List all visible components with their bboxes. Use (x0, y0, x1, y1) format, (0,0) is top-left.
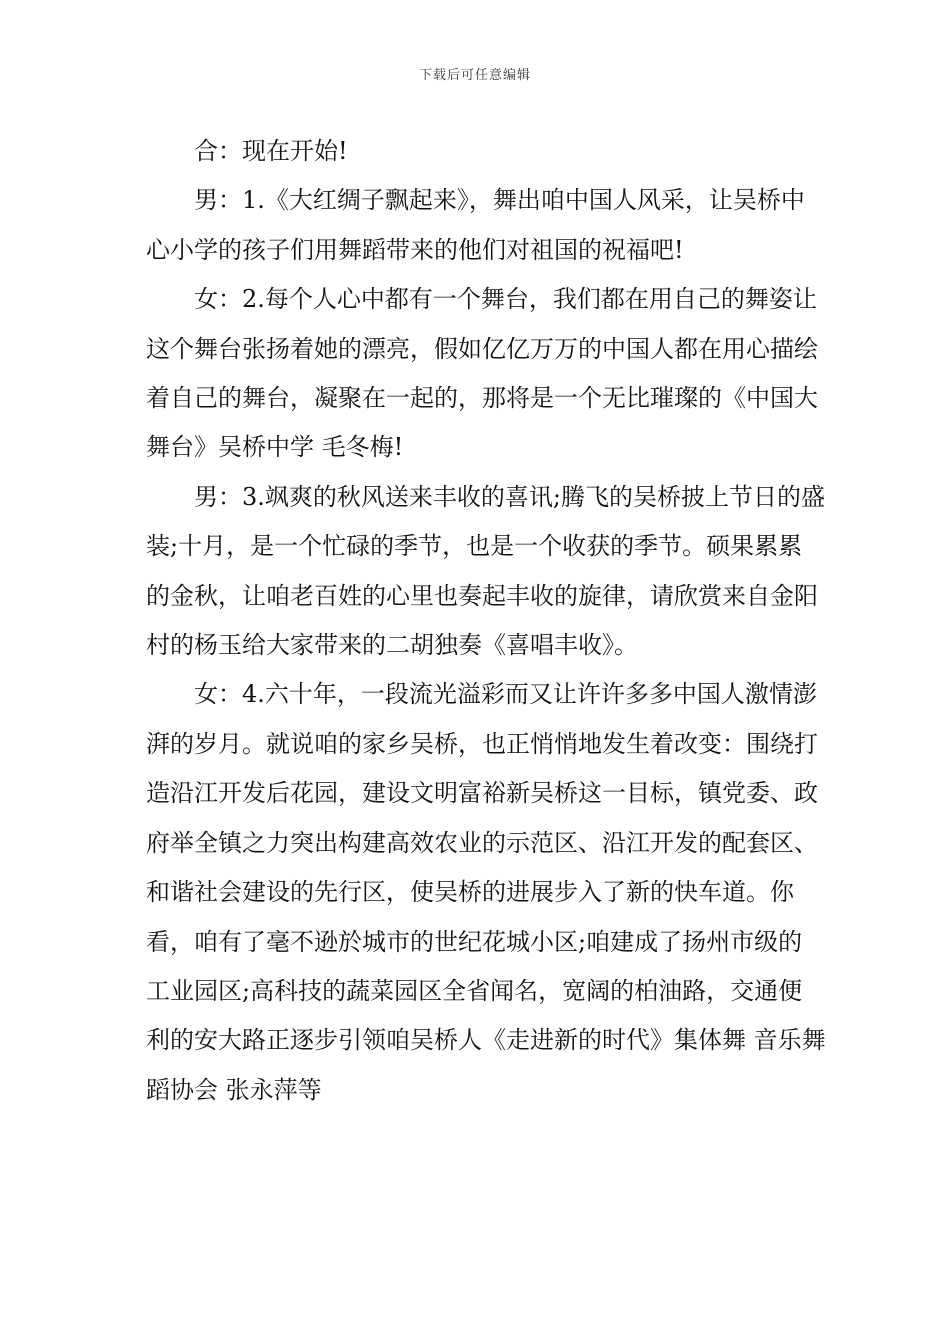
page-header-watermark: 下载后可任意编辑 (418, 68, 531, 83)
paragraph-item-2: 女：2.每个人心中都有一个舞台，我们都在用自己的舞姿让这个舞台张扬着她的漂亮，假如亿亿万万的中国人都在用心描绘着自己的舞台，凝聚在一起的，那将是一个无比璀璨的《中国大舞台》吴桥中学 毛冬梅! (146, 285, 818, 462)
paragraph-item-3: 男：3.飒爽的秋风送来丰收的喜讯;腾飞的吴桥披上节日的盛装;十月，是一个忙碌的季节，也是一个收获的季节。硕果累累的金秋，让咱老百姓的心里也奏起丰收的旋律，请欣赏来自金阳村的杨玉给大家带来的二胡独奏《喜唱丰收》。 (146, 482, 825, 660)
paragraph-opening: 合：现在开始! (194, 137, 348, 165)
document-body (146, 127, 826, 1115)
paragraph-item-4: 女：4.六十年，一段流光溢彩而又让许许多多中国人激情澎湃的岁月。就说咱的家乡吴桥，也正悄悄地发生着改变：围绕打造沿江开发后花园，建设文明富裕新吴桥这一目标，镇党委、政府举全镇之力突出构建高效农业的示范区、沿江开发的配套区、和谐社会建设的先行区，使吴桥的进展步入了新的快车道。你看，咱有了毫不逊於城市的世纪花城小区;咱建成了扬州市级的工业园区;高科技的蔬菜园区全省闻名，宽阔的柏油路，交通便利的安大路正逐步引领咱吴桥人《走进新的时代》集体舞 音乐舞蹈协会 张永萍等 (146, 680, 826, 1104)
paragraph-item-1: 男：1.《大红绸子飘起来》，舞出咱中国人风采，让吴桥中心小学的孩子们用舞蹈带来的他们对祖国的祝福吧! (146, 186, 805, 264)
